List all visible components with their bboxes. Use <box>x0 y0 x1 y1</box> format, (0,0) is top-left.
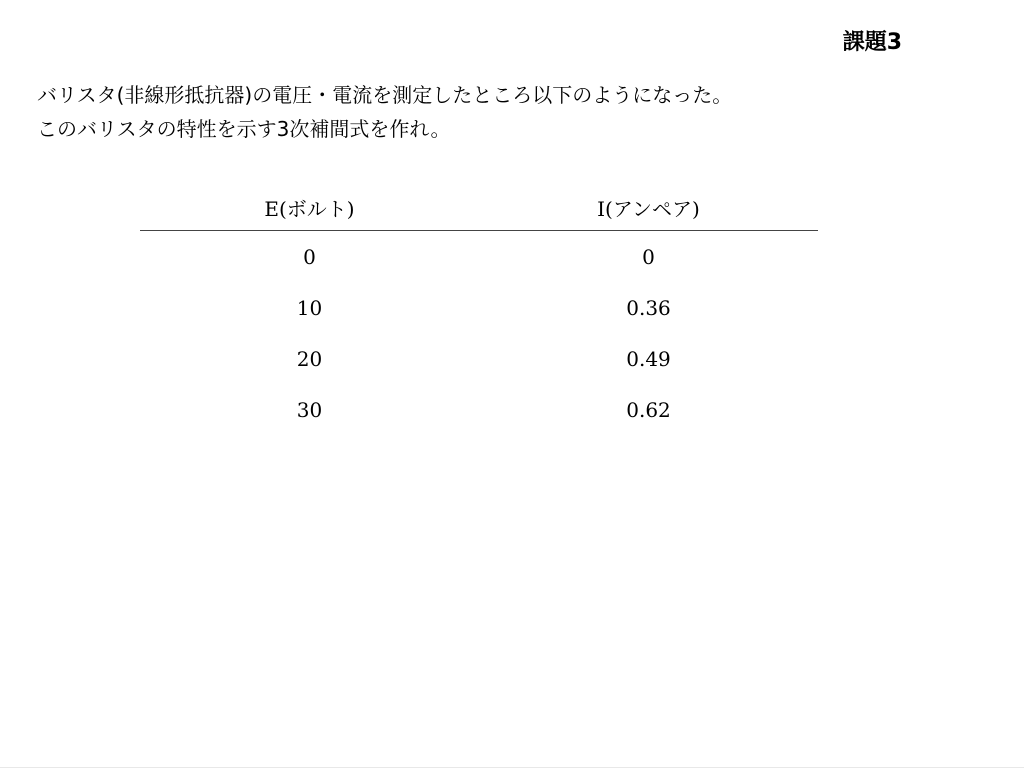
problem-line-1: バリスタ(非線形抵抗器)の電圧・電流を測定したところ以下のようになった。 <box>37 83 733 107</box>
measurement-table <box>140 185 818 435</box>
problem-statement <box>37 78 732 146</box>
table-row <box>140 282 818 333</box>
table-header-row <box>140 185 818 231</box>
problem-line-2: このバリスタの特性を示す3次補間式を作れ。 <box>37 117 451 141</box>
slide-title: 課題3 <box>842 30 902 55</box>
current-cell: 0.62 <box>626 397 671 422</box>
table-row <box>140 333 818 384</box>
voltage-cell: 10 <box>296 295 323 320</box>
current-cell: 0.36 <box>626 295 671 320</box>
voltage-cell: 30 <box>296 397 323 422</box>
current-cell: 0 <box>642 244 655 269</box>
voltage-cell: 20 <box>296 346 323 371</box>
table-row <box>140 384 818 435</box>
column-header-voltage: E(ボルト) <box>264 197 355 221</box>
current-cell: 0.49 <box>626 346 671 371</box>
voltage-cell: 0 <box>303 244 316 269</box>
column-header-current: I(アンペア) <box>597 197 700 221</box>
table-row <box>140 231 818 282</box>
